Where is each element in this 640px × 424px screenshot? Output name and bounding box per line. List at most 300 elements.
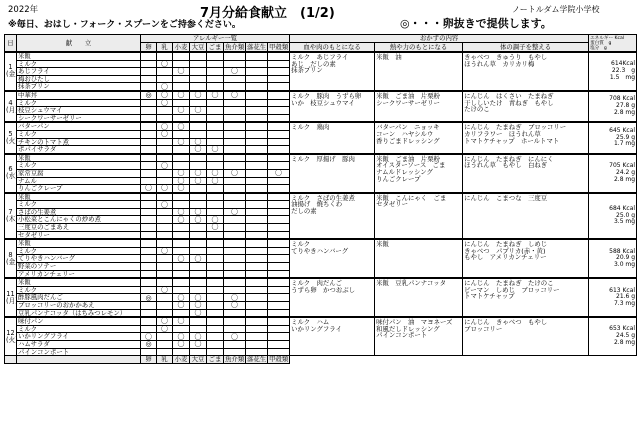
menu-item-name: あじフライ [17,68,141,76]
col-day: 日 [5,35,17,53]
allergen-mark [246,185,268,193]
allergen-mark [141,146,157,154]
allergen-mark [141,162,157,170]
allergen-mark [268,263,290,271]
foot-allergen-soy: 大豆 [190,356,207,364]
allergen-mark [207,247,224,255]
allergen-mark [141,239,157,247]
allergen-mark: 〇 [207,224,224,232]
allergen-mark [246,201,268,209]
allergen-mark [190,239,207,247]
allergen-mark [190,68,207,76]
allergen-mark [190,122,207,130]
col-allergen-peanut: 落花生 [247,42,267,51]
nutrition-values: 708 Kcal 27.8 g 2.8 mg [589,91,637,122]
allergen-mark [207,286,224,294]
allergen-mark: 〇 [157,201,173,209]
allergen-mark [141,216,157,224]
allergen-mark [207,278,224,286]
ingredients-green: にんじん きゃべつ もやし ブロッコリー [463,317,589,355]
notice-left: ※毎日、おはし・フォーク・スプーンをご持参ください。 [8,20,241,30]
allergen-mark [157,224,173,232]
allergen-mark: 〇 [190,302,207,310]
allergen-mark: 〇 [190,309,207,317]
col-yellow: 熱や力のもとになる [375,43,463,52]
allergen-mark: 〇 [224,208,246,216]
allergen-mark [224,83,246,91]
allergen-mark [246,114,268,122]
menu-item-name: 酢豚風肉だんご [17,294,141,302]
allergen-mark [207,60,224,68]
allergen-mark [246,340,268,348]
ingredients-yellow: 味付パン 油 マヨネーズ 和風だしドレッシング パインコンポート [375,317,463,355]
allergen-mark: 〇 [190,255,207,263]
foot-allergen-shellfish: 甲殻類 [269,355,289,364]
allergen-mark [224,231,246,239]
foot-allergen-sesame: ごま [207,356,224,364]
allergen-mark [268,247,290,255]
ingredients-red: ミルク 厚揚げ 豚肉 [290,154,375,193]
allergen-mark [157,193,173,201]
col-red: 血や肉のもとになる [290,43,375,52]
allergen-mark [157,239,173,247]
allergen-mark [190,247,207,255]
allergen-mark [246,263,268,271]
allergen-mark [246,208,268,216]
allergen-mark [224,107,246,115]
allergen-mark: 〇 [157,286,173,294]
allergen-mark: 〇 [207,216,224,224]
allergen-mark [268,122,290,130]
allergen-mark [141,208,157,216]
ingredients-red: ミルク 肉だんご うずら卵 かつおぶし [290,278,375,317]
col-green: 体の調子を整える [463,43,589,52]
allergen-mark [246,333,268,341]
ingredients-red: ミルク ハム いかリングフライ [290,317,375,355]
ingredients-green: にんじん たまねぎ たけのこ ピーマン しめじ ブロッコリー トマトケチャップ [463,278,589,317]
allergen-mark [157,263,173,271]
ingredients-yellow: 米飯 ごま油 片栗粉 オイスターソース ごま ナムルドレッシング りんごクレープ [375,154,463,193]
foot-allergen-egg: 卵 [141,356,157,364]
allergen-mark [141,193,157,201]
allergen-mark [207,239,224,247]
menu-item-name: さばの生姜煮 [17,208,141,216]
allergen-mark [141,255,157,263]
allergen-mark [268,138,290,146]
allergen-mark [207,309,224,317]
allergen-mark: 〇 [224,302,246,310]
allergen-mark: 〇 [173,138,190,146]
allergen-mark [173,286,190,294]
col-allergen-egg: 卵 [141,43,157,52]
allergen-mark: 〇 [173,216,190,224]
col-menu: 献 立 [17,35,141,53]
allergen-mark [224,224,246,232]
allergen-mark [268,302,290,310]
allergen-mark [190,130,207,138]
allergen-mark: 〇 [190,146,207,154]
allergen-mark [190,263,207,271]
menu-item-name: セタゼリー [17,231,141,239]
allergen-mark [141,154,157,162]
nutrition-values: 613 Kcal 21.6 g 7.3 mg [589,278,637,317]
allergen-mark [268,333,290,341]
allergen-mark [246,286,268,294]
allergen-mark [190,52,207,60]
allergen-mark [190,154,207,162]
foot-allergen-peanut: 落花生 [247,355,267,364]
allergen-mark [141,270,157,278]
allergen-mark [268,270,290,278]
allergen-mark: 〇 [173,255,190,263]
menu-item-name: 小松菜とこんにゃくの炒め煮 [17,216,141,224]
menu-item-name: 米飯 [17,154,141,162]
menu-item-name: パインコンポート [17,348,141,356]
page-title: 7月分給食献立 (1/2) [200,6,335,21]
allergen-mark [190,193,207,201]
allergen-mark [224,185,246,193]
allergen-mark [207,68,224,76]
allergen-mark: 〇 [224,294,246,302]
allergen-mark [246,294,268,302]
allergen-mark: 〇 [157,185,173,193]
allergen-mark [207,122,224,130]
allergen-mark [207,302,224,310]
nutrition-values: 705 Kcal 24.2 g 2.8 mg [589,154,637,193]
allergen-mark: 〇 [173,302,190,310]
allergen-mark [173,75,190,83]
allergen-mark [141,130,157,138]
allergen-mark [157,340,173,348]
menu-item-name: ハムサラダ [17,340,141,348]
allergen-mark [268,239,290,247]
allergen-mark [141,99,157,107]
menu-item-name: ナムル [17,177,141,185]
allergen-mark: 〇 [173,208,190,216]
allergen-mark [190,83,207,91]
allergen-mark: ◎ [141,340,157,348]
allergen-mark: 〇 [157,325,173,333]
allergen-mark: 〇 [141,185,157,193]
allergen-mark [224,154,246,162]
year-label: 2022年 [8,5,39,15]
allergen-mark [207,130,224,138]
col-allergen-shellfish: 甲殻類 [269,42,289,51]
menu-item-name: 米飯 [17,278,141,286]
foot-allergen-wheat: 小麦 [173,356,190,364]
allergen-mark [224,278,246,286]
allergen-mark [224,286,246,294]
allergen-mark [207,208,224,216]
allergen-mark [141,138,157,146]
nutrition-values: 684 Kcal 25.0 g 3.5 mg [589,193,637,240]
allergen-mark [207,193,224,201]
allergen-mark [207,201,224,209]
allergen-mark: 〇 [173,91,190,99]
allergen-mark [157,114,173,122]
allergen-mark [207,185,224,193]
allergen-mark [246,60,268,68]
ingredients-yellow: 米飯 ごま油 片栗粉 シークワーサーゼリー [375,91,463,122]
allergen-mark [141,122,157,130]
menu-item-name: 梅おひたし [17,75,141,83]
allergen-mark [246,247,268,255]
allergen-mark [190,114,207,122]
allergen-mark: 〇 [190,333,207,341]
allergen-mark [224,239,246,247]
allergen-mark [224,255,246,263]
allergen-mark [173,146,190,154]
nutrition-values: 588 Kcal 20.9 g 3.0 mg [589,239,637,278]
allergen-mark: 〇 [157,130,173,138]
allergen-mark [173,231,190,239]
allergen-mark [141,201,157,209]
allergen-mark [246,146,268,154]
notice-right: ◎・・・卵抜きで提供します。 [400,17,552,30]
allergen-mark [224,52,246,60]
allergen-mark: 〇 [190,177,207,185]
day-date: 12 (火) [5,317,17,355]
ingredients-green: にんじん たまねぎ しめじ きゃべつ パプリカ(赤・黄) もやし アメリカンチェリー [463,239,589,278]
allergen-mark [157,52,173,60]
allergen-mark: 〇 [157,247,173,255]
allergen-mark [141,169,157,177]
allergen-mark [268,91,290,99]
table-row [5,317,637,325]
allergen-mark [207,325,224,333]
allergen-mark [157,146,173,154]
allergen-mark: 〇 [207,177,224,185]
allergen-mark [190,325,207,333]
allergen-mark [268,130,290,138]
allergen-mark [246,107,268,115]
allergen-mark: 〇 [157,91,173,99]
allergen-mark [224,138,246,146]
allergen-mark [268,340,290,348]
ingredients-yellow: 米飯 こんにゃく ごま セタゼリー [375,193,463,240]
allergen-mark [246,122,268,130]
menu-item-name: アメリカンチェリー [17,270,141,278]
menu-item-name: ブロッコリーのおかかあえ [17,302,141,310]
allergen-mark [207,340,224,348]
allergen-mark [246,75,268,83]
allergen-mark [141,278,157,286]
allergen-mark [268,154,290,162]
allergen-mark [246,224,268,232]
allergen-mark [207,333,224,341]
ingredients-yellow: 米飯 油 [375,52,463,91]
allergen-mark [141,325,157,333]
allergen-mark: 〇 [224,68,246,76]
allergen-mark: 〇 [207,146,224,154]
allergen-mark [246,138,268,146]
allergen-mark [268,68,290,76]
allergen-mark [207,270,224,278]
allergen-mark: 〇 [207,169,224,177]
menu-item-name: ミルク [17,201,141,209]
allergen-mark: 〇 [190,169,207,177]
day-date: 11 (月) [5,278,17,317]
menu-item-name: いかリングフライ [17,333,141,341]
foot-allergen-milk: 乳 [157,356,173,364]
menu-item-name: りんごクレープ [17,185,141,193]
day-date: 8 (金) [5,239,17,278]
ingredients-green: にんじん はくさい たまねぎ 干ししいたけ 青ねぎ もやし たけのこ [463,91,589,122]
allergen-mark [157,208,173,216]
allergen-mark [141,83,157,91]
allergen-mark [157,255,173,263]
col-allergy-group: アレルギー一覧 [141,35,290,43]
ingredients-green: にんじん たまねぎ にんにく ほうれん草 もやし 白ねぎ [463,154,589,193]
menu-item-name: 米飯 [17,193,141,201]
allergen-mark [268,208,290,216]
menu-item-name: バターパン [17,122,141,130]
ingredients-yellow: 米飯 豆乳パンナコッタ [375,278,463,317]
allergen-mark [246,325,268,333]
allergen-mark [173,263,190,271]
menu-item-name: ミルク [17,247,141,255]
allergen-mark [246,154,268,162]
table-row [5,154,637,162]
ingredients-yellow: 米飯 [375,239,463,278]
allergen-mark [246,231,268,239]
allergen-mark [141,114,157,122]
allergen-mark: 〇 [190,91,207,99]
allergen-mark [268,278,290,286]
allergen-mark [246,162,268,170]
allergen-mark: 〇 [173,68,190,76]
allergen-mark [190,224,207,232]
allergen-mark [207,83,224,91]
ingredients-red: ミルク てりやきハンバーグ [290,239,375,278]
menu-body [5,52,637,356]
allergen-mark [141,224,157,232]
allergen-mark [207,154,224,162]
allergen-mark [268,201,290,209]
allergen-mark: 〇 [268,169,290,177]
allergen-mark [246,302,268,310]
allergen-mark: 〇 [190,208,207,216]
allergen-mark [268,75,290,83]
ingredients-green: にんじん こまつな 三度豆 [463,193,589,240]
allergen-mark: 〇 [224,333,246,341]
menu-item-name: 米飯 [17,52,141,60]
nutrition-values: 614Kcal 22.3 g 1.5 mg [589,52,637,91]
allergen-mark: 〇 [224,91,246,99]
menu-item-name: ミルク [17,286,141,294]
nutrition-values: 653 Kcal 24.5 g 2.8 mg [589,317,637,355]
allergen-mark [246,99,268,107]
allergen-mark [157,216,173,224]
allergen-mark [141,52,157,60]
allergen-mark [268,216,290,224]
allergen-mark: 〇 [190,294,207,302]
allergen-mark [173,278,190,286]
allergen-mark [173,325,190,333]
menu-item-name: てりやきハンバーグ [17,255,141,263]
menu-item-name: チキンのトマト煮 [17,138,141,146]
menu-item-name: 中華丼 [17,91,141,99]
allergen-mark: 〇 [173,107,190,115]
menu-item-name: 味付パン [17,317,141,325]
allergen-mark [246,177,268,185]
menu-table [4,34,637,364]
day-date: 6 (水) [5,154,17,193]
allergen-mark [268,193,290,201]
allergen-mark: 〇 [141,333,157,341]
allergen-mark [224,340,246,348]
ingredients-green: きゃべつ きゅうり もやし ほうれん草 カリカリ梅 [463,52,589,91]
allergen-mark: ◎ [141,294,157,302]
allergen-mark [268,52,290,60]
col-energy: エネルギー Kcal 蛋白質 g 塩分 g [589,35,637,53]
table-row [5,239,637,247]
allergen-mark [190,231,207,239]
allergen-mark: 〇 [173,169,190,177]
allergen-mark [207,107,224,115]
allergen-mark [173,224,190,232]
allergen-mark [268,146,290,154]
allergen-mark [190,270,207,278]
allergen-mark [268,60,290,68]
allergen-mark: 〇 [173,333,190,341]
menu-item-name: ミルク [17,99,141,107]
menu-item-name: ミルク [17,162,141,170]
allergen-mark [224,263,246,271]
allergen-mark: 〇 [190,216,207,224]
allergen-mark [141,247,157,255]
allergen-mark: 〇 [173,185,190,193]
allergen-mark [157,278,173,286]
menu-item-name: 家常豆腐 [17,169,141,177]
allergen-mark [224,75,246,83]
day-date: 4 (月) [5,91,17,122]
allergen-mark [173,247,190,255]
allergen-mark [224,247,246,255]
allergen-mark [190,60,207,68]
allergen-mark: 〇 [157,317,173,325]
allergen-mark [157,154,173,162]
allergen-mark [141,317,157,325]
allergen-mark: 〇 [157,122,173,130]
menu-item-name: 豆乳パンナコッタ（はちみつレモン） [17,309,141,317]
col-ingredients-group: おかずの内容 [290,35,589,43]
allergen-mark [268,286,290,294]
allergen-mark [157,302,173,310]
allergen-mark [207,99,224,107]
allergen-mark [141,286,157,294]
allergen-mark [246,270,268,278]
table-row [5,122,637,130]
allergen-mark [190,286,207,294]
allergen-mark [224,270,246,278]
allergen-mark [224,146,246,154]
allergen-mark: 〇 [190,138,207,146]
day-date: 1 (金) [5,52,17,91]
allergen-mark [246,52,268,60]
allergen-mark [157,138,173,146]
menu-item-name: 抹茶プリン [17,83,141,91]
menu-item-name: 米飯 [17,239,141,247]
table-row [5,91,637,99]
allergen-mark [157,169,173,177]
allergen-mark [224,317,246,325]
allergen-mark [207,114,224,122]
menu-item-name: ポパイサラダ [17,146,141,154]
allergen-mark [207,317,224,325]
allergen-mark [141,302,157,310]
allergen-mark [141,60,157,68]
